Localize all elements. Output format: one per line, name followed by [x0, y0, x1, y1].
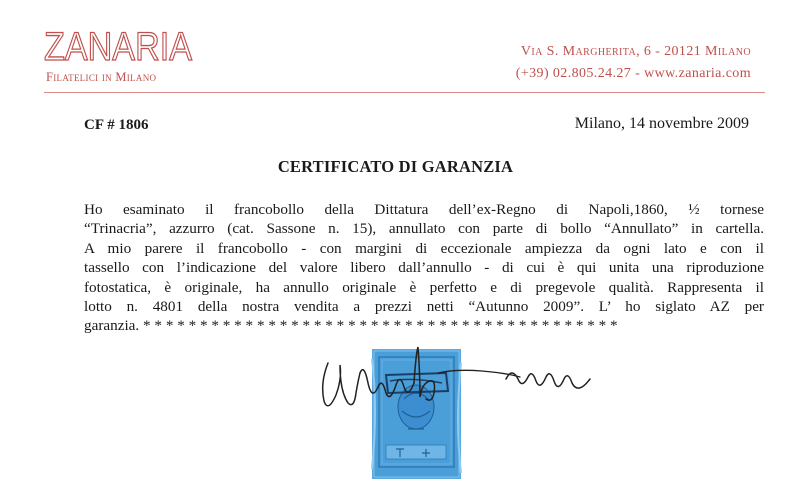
body-line-6: lotto n. 4801 della nostra vendita a prezzi netti “Autunno 2009”. L’ ho siglato AZ per [84, 298, 764, 316]
body-line-2: “Trinacria”, azzurro (cat. Sassone n. 15), annullato con parte di bollo “Annullato” in cartella. [84, 220, 764, 238]
zanaria-logo [44, 25, 194, 69]
body-closing-line [84, 316, 764, 335]
body-line-4: tassello con l’indicazione del valore libero dall’annullo - di cui è qui unita una riproduzione [84, 259, 764, 277]
brand-tagline: Filatelici in Milano [46, 70, 157, 84]
body-line-3: A mio parere il francobollo - con margini di eccezionale ampiezza da ogni lato e con il [84, 239, 764, 257]
certificate-number: CF # 1806 [84, 117, 149, 133]
signature-icon [306, 343, 606, 421]
body-line-5: fotostatica, è originale, ha annullo originale è perfetto e di pregevole qualità. Rappresenta il [84, 278, 764, 296]
body-closing: garanzia. [84, 317, 140, 335]
certificate-body [84, 200, 764, 336]
brand-wordmark: ZANARIA [44, 25, 193, 69]
company-address: Via S. Margherita, 6 - 20121 Milano [520, 44, 751, 59]
body-line-1: Ho esaminato il francobollo della Dittatura dell’ex-Regno di Napoli,1860, ½ tornese [84, 201, 764, 218]
company-contact: (+39) 02.805.24.27 - www.zanaria.com [515, 66, 751, 81]
header-divider [44, 92, 765, 93]
certificate-date: Milano, 14 novembre 2009 [574, 115, 749, 132]
certificate-title: CERTIFICATO DI GARANZIA [277, 157, 514, 176]
star-filler: * * * * * * * * * * * * * * * * * * * * * * * * * * * * * * * * * * * * * * * * * * [143, 317, 618, 335]
